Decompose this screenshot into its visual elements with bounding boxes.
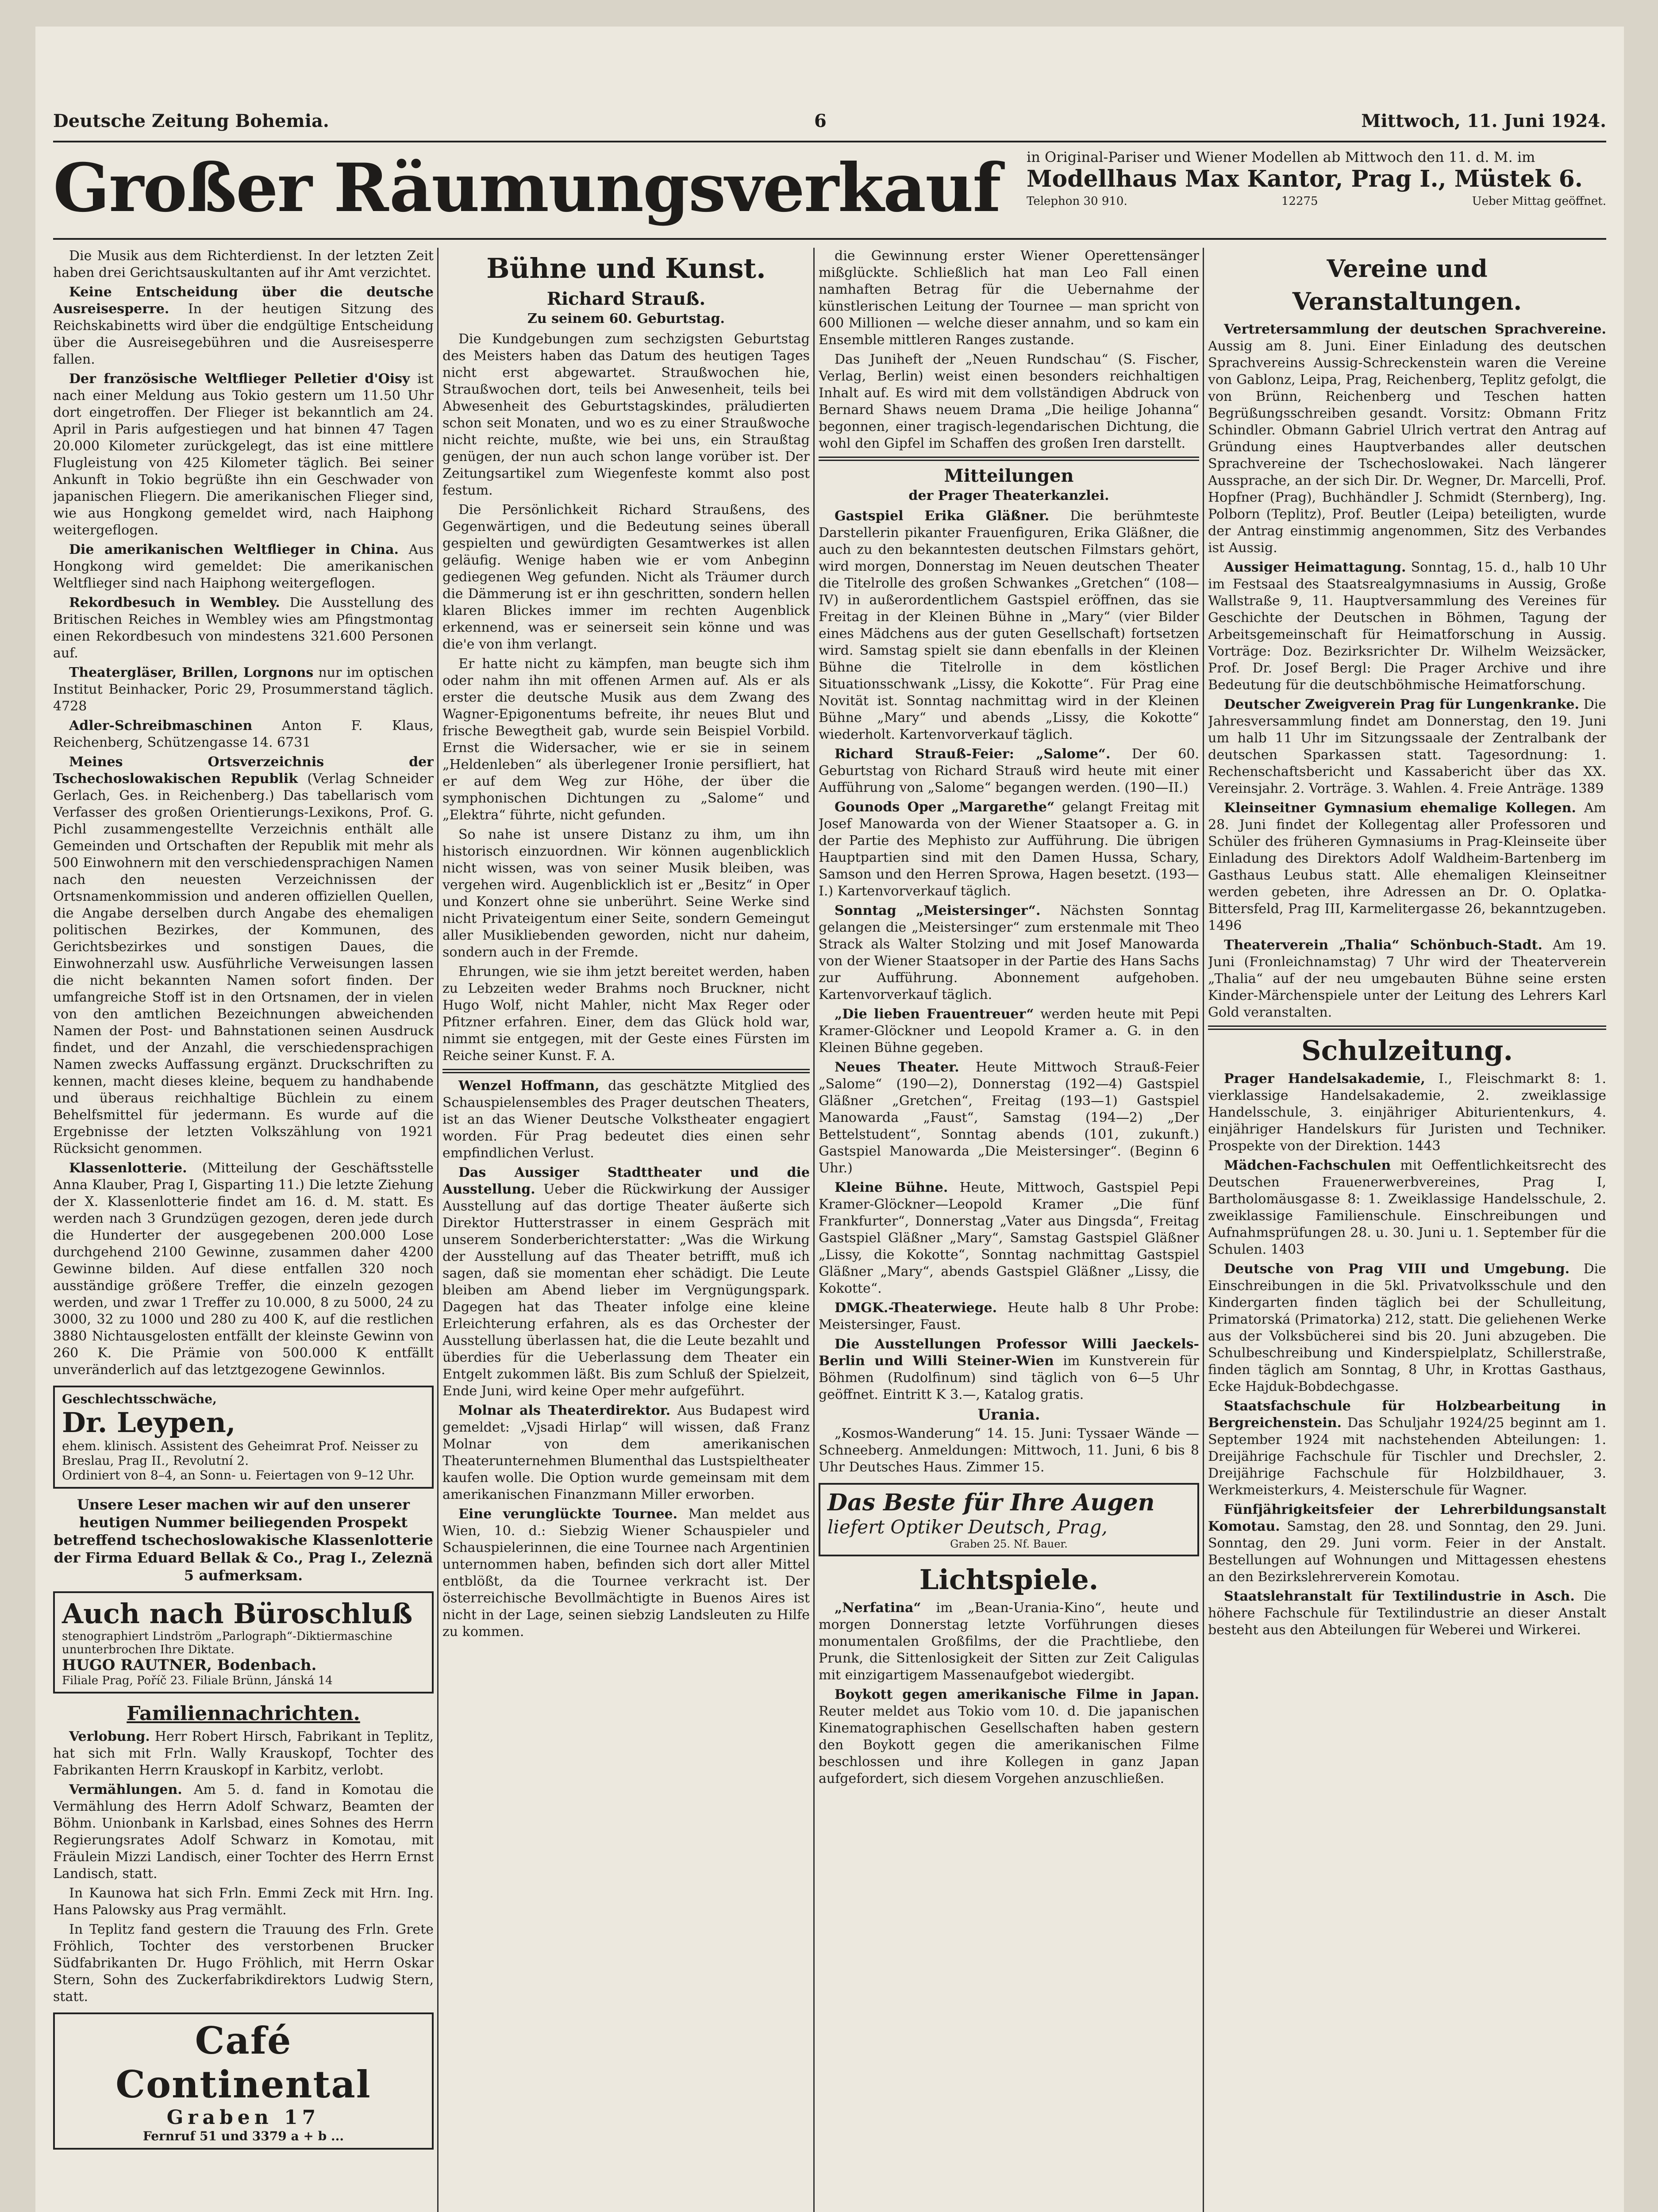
news-item: Meines Ortsverzeichnis der Tschechoslowakischen Republik (Verlag Schneider Gerlach, Ges. in Reichenberg.) Das tabellarisch vom Verfasser des großen Orientierungs-Lexikons, Prof. G. Pichl zusammengestellte Verzeichnis enthält alle Gemeinden und Ortschaften der Republik mit mehr als 500 Einwohnern mit den verschiedensprachigen Namen nach den neuesten Verzeichnissen der Ortsnamenkommission und anderen offiziellen Quellen, die Angabe derselben durch Angabe des ehemaligen politischen Bezirkes, der Kommunen, des Gerichtsbezirkes und sonstigen Daues, die Einwohnerzahl usw. Ausführliche Verweisungen lassen die nicht bekannten Namen sofort finden. Der umfangreiche Stoff ist in den Ortsnamen, der in vielen von den amtlichen Bezeichnungen abweichenden Namen der Post- und Bahnstationen seinen Ausdruck findet, und der Anzahl, die verschiedensprachigen Namen zwecks Auffassung ergänzt. Druckschriften zu kennen, macht dieses kleine, bequem zu handhabende und überaus reichhaltige Büchlein zu einem Behelfsmittel für jedermann. Es wurde auf die Ergebnisse der letzten Volkszählung von 1921 Rücksicht genommen.	[53, 754, 434, 1156]
column-rule-1	[437, 248, 439, 2212]
masthead-number: 12275	[1281, 195, 1318, 208]
section-heading-buehne: Bühne und Kunst.	[486, 252, 766, 284]
urania-heading: Urania.	[977, 1406, 1040, 1424]
cafe-phone: Fernruf 51 und 3379 a + b ...	[142, 2129, 344, 2143]
family-news-heading: Familiennachrichten.	[127, 1702, 360, 1725]
cafe-name: Café Continental	[115, 2019, 371, 2106]
article-paragraph: So nahe ist unsere Distanz zu ihm, um ihn historisch einzuordnen. Wir können augenblicklich nicht wissen, was von seiner Musik bleiben, was vergehen wird. Augenblicklich ist er „Besitz“ in Oper und Konzert ohne sie unberührt. Seine Werke sind nicht Privateigentum einer Seite, sondern Gemeingut aller Musikliebenden geworden, nicht nur daheim, sondern auch in der Fremde.	[442, 827, 810, 960]
column-rule-2	[813, 248, 815, 2212]
family-item: Verlobung. Herr Robert Hirsch, Fabrikant in Teplitz, hat sich mit Frln. Wally Krauskopf, Tochter des Fabrikanten Herrn Krauskopf in Karbitz, verlobt.	[53, 1729, 434, 1778]
news-item: Adler-Schreibmaschinen Anton F. Klaus, Reichenberg, Schützengasse 14. 6731	[53, 718, 434, 750]
header-newspaper-name: Deutsche Zeitung Bohemia.	[53, 111, 329, 131]
article-paragraph: Die Persönlichkeit Richard Straußens, des Gegenwärtigen, und die Bedeutung seines überall gespielten und gewürdigten Gesamtwerkes ist allen geläufig. Wenige haben wie er vom Anbeginn gediegenen Weg gefunden. Nicht als Träumer durch die Dämmerung ist er ihn geschritten, sondern hellen klaren Blickes immer im rechten Augenblick erkennend, was er seinerseit sein könne und was die'e von ihm verlangt.	[442, 502, 810, 652]
masthead-shop-name: Modellhaus Max Kantor, Prag I., Müstek 6.	[1027, 165, 1583, 192]
news-item: Rekordbesuch in Wembley. Die Ausstellung des Britischen Reiches in Wembley wies am Pfingstmontag einen Rekordbesuch von mindestens 321.600 Personen auf.	[53, 595, 434, 661]
news-item: Theaterverein „Thalia“ Schönbuch-Stadt. Am 19. Juni (Fronleichnamstag) 7 Uhr wird der Theaterverein „Thalia“ auf der neu umgebauten Bühne seine ersten Kinder-Märchenspiele unter der Leitung des Lehrers Karl Gold veranstalten.	[1208, 937, 1606, 1020]
optiker-title: Das Beste für Ihre Augen	[827, 1489, 1155, 1516]
newspaper-page	[35, 27, 1624, 2212]
header-date: Mittwoch, 11. Juni 1924.	[1361, 111, 1606, 131]
news-item: Klassenlotterie. (Mitteilung der Geschäftsstelle Anna Klauber, Prag I, Gisparting 11.) Die letzte Ziehung der X. Klassenlotterie findet am 16. d. M. statt. Es werden nach 3 Grundzügen gezogen, deren jede durch die Hunderter der ausgegebenen 200.000 Lose durchgehend 2100 Gewinne, zusammen daher 4200 Gewinne bilden. Auf diese entfallen 320 noch ausständige größere Treffer, die einzeln gezogen werden, und zwar 1 Treffer zu 10.000, 8 zu 5000, 24 zu 3000, 32 zu 1000 und 280 zu 400 K, auf die restlichen 3880 Nichtausgelosten entfällt der kleinste Gewinn von 260 K. Die Prämie von 500.000 K entfällt unveränderlich auf das letztgezogene Gewinnlos.	[53, 1160, 434, 1378]
advert-bueroschluss-title: Auch nach Büroschluß	[62, 1598, 413, 1630]
news-item: Boykott gegen amerikanische Filme in Japan. Reuter meldet aus Tokio vom 10. d. Die japanischen Kinematographischen Gesellschaften haben gestern den Boykott gegen die amerikanischen Filme beschlossen und ihre Kollegen in ganz Japan aufgefordert, sich diesem Vorgehen anzuschließen.	[819, 1687, 1199, 1786]
optiker-address: Graben 25. Nf. Bauer.	[950, 1538, 1068, 1550]
news-item: Gastspiel Erika Gläßner. Die berühmteste Darstellerin pikanter Frauenfiguren, Erika Gläßner, die auch zu den bekanntesten deutschen Filmstars gehört, wird morgen, Donnerstag im Neuen deutschen Theater die Titelrolle des großen Schwankes „Gretchen“ (108—IV) in außerordentlichem Gastspiel eröffnen, das sie Freitag in der Kleinen Bühne in „Mary“ (vier Bilder eines Mädchens aus der guten Gesellschaft) fortsetzen wird. Samstag spielt sie dann ebenfalls in der Kleinen Bühne die Titelrolle in dem köstlichen Situationsschwank „Lissy, die Kokotte“. Für Prag eine Novität ist. Sonntag nachmittag wird in der Kleinen Bühne „Mary“ und abends „Lissy, die Kokotte“ wiederholt. Kartenvorverkauf täglich.	[819, 508, 1199, 742]
masthead-footer	[1027, 192, 1606, 210]
news-item: Der französische Weltflieger Pelletier d'Oisy ist nach einer Meldung aus Tokio gestern um 11.50 Uhr dort eingetroffen. Der Flieger ist bekanntlich am 24. April in Paris aufgestiegen und hat binnen 47 Tagen 20.000 Kilometer zurückgelegt, das ist eine mittlere Flugleistung von 425 Kilometer täglich. Bei seiner Ankunft in Tokio begrüßte ihn ein Geschwader von japanischen Fliegern. Die amerikanischen Flieger sind, wie aus Hongkong gemeldet wird, nach Haiphong weitergeflogen.	[53, 371, 434, 538]
masthead-hours: Ueber Mittag geöffnet.	[1472, 195, 1606, 208]
masthead-rule	[53, 238, 1606, 240]
advert-leypen-line1: Geschlechtsschwäche,	[62, 1392, 217, 1406]
news-item: Eine verunglückte Tournee. Man meldet aus Wien, 10. d.: Siebzig Wiener Schauspieler und Schauspielerinnen, die eine Tournee nach Argentinien unternommen haben, befinden sich dort aller Mittel entblößt, da die Tournee verkracht ist. Der österreichische Bevollmächtigte in Buenos Aires ist nicht in der Lage, seinen siebzig Landsleuten zu Hilfe zu kommen.	[442, 1506, 810, 1640]
advert-leypen-line3: Ordiniert von 8–4, an Sonn- u. Feiertagen von 9–12 Uhr.	[62, 1468, 415, 1482]
reader-notice: Unsere Leser machen wir auf den unserer heutigen Nummer beiliegenden Prospekt betreffend tschechoslowakische Klassenlotterie der Firma Eduard Bellak & Co., Prag I., Zeleznä 5 aufmerksam.	[54, 1496, 433, 1584]
divider	[1208, 1025, 1606, 1030]
advert-leypen	[53, 1386, 434, 1489]
running-header	[53, 111, 1606, 137]
news-item: Molnar als Theaterdirektor. Aus Budapest wird gemeldet: „Vjsadi Hirlap“ will wissen, daß Franz Molnar von dem amerikanischen Theaterunternehmen Blumenthal das Lustspieltheater kaufen wolle. Die Option wurde gemeinsam mit dem amerikanischen Finanzmann Miller erworben.	[442, 1403, 810, 1502]
news-item: Kleine Bühne. Heute, Mittwoch, Gastspiel Pepi Kramer-Glöckner—Leopold Kramer „Die fünf Frankfurter“, Donnerstag „Vater aus Dingsda“, Freitag Gastspiel Gläßner „Mary“, Samstag Gastspiel Gläßner „Lissy, die Kokotte“, Sonntag nachmittag Gastspiel Gläßner „Mary“, abends Gastspiel Gläßner „Lissy, die Kokotte“.	[819, 1180, 1199, 1296]
mitteilungen-subheading: der Prager Theaterkanzlei.	[908, 488, 1109, 503]
school-item: Staatslehranstalt für Textilindustrie in Asch. Die höhere Fachschule für Textilindustrie an dieser Anstalt besteht aus den Abteilungen für Weberei und Wirkerei.	[1208, 1589, 1606, 1638]
column-rule-3	[1203, 248, 1204, 2212]
advert-leypen-line2: ehem. klinisch. Assistent des Geheimrat Prof. Neisser zu Breslau, Prag II., Revolutní 2.	[62, 1439, 419, 1468]
article-paragraph: Er hatte nicht zu kämpfen, man beugte sich ihm oder nahm ihn mit offenen Armen auf. Als er als erster die deutsche Musik aus dem Zwang des Wagner-Epigonentums befreite, ihr neues Blut und frische Bewegtheit gab, wurde sein Beispiel Vorbild. Ernst die Widersacher, wie er sie in seinem „Heldenleben“ als überlegener Ironie persifliert, hat er auf dem Weg zur Höhe, der über die symphonischen Dichtungen zu „Salome“ und „Elektra“ führte, nicht gefunden.	[442, 656, 810, 823]
article-subtitle: Zu seinem 60. Geburtstag.	[527, 311, 725, 326]
advert-bueroschluss	[53, 1591, 434, 1694]
divider	[819, 457, 1199, 461]
news-item: Theatergläser, Brillen, Lorgnons nur im optischen Institut Beinhacker, Poric 29, Prosummerstand täglich. 4728	[53, 665, 434, 714]
news-item: Gounods Oper „Margarethe“ gelangt Freitag mit Josef Manowarda von der Wiener Staatsoper a. G. in der Partie des Mephisto zur Aufführung. Die übrigen Hauptpartien sind mit den Damen Hussa, Schary, Samson und den Herren Sprowa, Hagen besetzt. (193—I.) Kartenvorverkauf täglich.	[819, 799, 1199, 899]
advert-optiker	[819, 1483, 1199, 1556]
news-item: Sonntag „Meistersinger“. Nächsten Sonntag gelangen die „Meistersinger“ zum erstenmale mit Theo Strack als Walter Stolzing und mit Josef Manowarda von der Wiener Staatsoper in der Partie des Hans Sachs zur Aufführung. Abonnement aufgehoben. Kartenvorverkauf täglich.	[819, 903, 1199, 1002]
masthead-advert-title: Großer Räumungsverkauf	[53, 149, 1000, 227]
news-item: Kleinseitner Gymnasium ehemalige Kollegen. Am 28. Juni findet der Kollegentag aller Professoren und Schüler des früheren Gymnasiums in Prag-Kleinseite über Einladung des Direktors Adolf Waldheim-Bartenberg im Gasthaus Leubus statt. Alle ehemaligen Kleinseitner werden gebeten, ihre Adressen an Dr. O. Oplatka-Bittersfeld, Prag III, Karmelitergasse 26, bekanntzugeben. 1496	[1208, 800, 1606, 933]
family-item: Vermählungen. Am 5. d. fand in Komotau die Vermählung des Herrn Adolf Schwarz, Beamten der Böhm. Unionbank in Karlsbad, eines Sohnes des Herrn Regierungsrates Adolf Schwarz in Komotau, mit Fräulein Mizzi Landisch, einer Tochter des Herrn Ernst Landisch, statt.	[53, 1782, 434, 1882]
divider	[442, 1069, 810, 1073]
family-item: In Kaunowa hat sich Frln. Emmi Zeck mit Hrn. Ing. Hans Palowsky aus Prag vermählt.	[53, 1886, 434, 1918]
school-heading: Schulzeitung.	[1301, 1034, 1513, 1067]
news-item: „Die lieben Frauentreuer“ werden heute mit Pepi Kramer-Glöckner und Leopold Kramer a. G. in den Kleinen Bühne gegeben.	[819, 1006, 1199, 1056]
news-item: Das Aussiger Stadttheater und die Ausstellung. Ueber die Rückwirkung der Aussiger Ausstellung auf das dortige Theater äußerte sich Direktor Hutterstrasser in einem Gespräch mit unserem Sonderberichterstatter: „Was die Wirkung der Ausstellung auf das Theater betrifft, muß ich sagen, daß sie momentan eher schädigt. Die Leute bleiben am Abend lieber im Vergnügungspark. Dagegen hat das Theater infolge eine kleine Erleichterung erfahren, als es das Orchester der Ausstellung überlassen hat, die die Leute bezahlt und überdies für die Ueberlassung dem Theater ein Entgelt zukommen läßt. Bis zum Schluß der Spielzeit, Ende Juni, wird keine Oper mehr aufgeführt.	[442, 1165, 810, 1399]
optiker-name: liefert Optiker Deutsch, Prag,	[827, 1516, 1108, 1538]
news-item: Die Musik aus dem Richterdienst. In der letzten Zeit haben drei Gerichtsauskultanten auf ihr Amt verzichtet.	[53, 248, 434, 280]
news-item: DMGK.-Theaterwiege. Heute halb 8 Uhr Probe: Meistersinger, Faust.	[819, 1300, 1199, 1333]
article-paragraph: Die Kundgebungen zum sechzigsten Geburtstag des Meisters haben das Datum des heutigen Tages nicht erst abgewartet. Straußwochen hie, Straußwochen dort, teils bei Anwesenheit, teils bei Abwesenheit des Geburtstagskindes, präludierten schon seit Monaten, und wo es zu einer Straußwoche nicht reichte, mußte, wie bei uns, ein Straußtag genügen, der nun auch schon lange vorüber ist. Der Zeitungsartikel zum Wiegenfeste kommt also post festum.	[442, 331, 810, 498]
news-item: Neues Theater. Heute Mittwoch Strauß-Feier „Salome“ (190—2), Donnerstag (192—4) Gastspiel Gläßner „Gretchen“, Freitag (193—1) Gastspiel Manowarda „Faust“, Samstag (194—2) „Der Bettelstudent“, Sonntag abends (101, zukunft.) Gastspiel Manowarda „Die Meistersinger“. (Beginn 6 Uhr.)	[819, 1060, 1199, 1176]
news-item: Die amerikanischen Weltflieger in China. Aus Hongkong wird gemeldet: Die amerikanischen Weltflieger sind nach Haiphong weitergeflogen.	[53, 542, 434, 591]
article-paragraph: die Gewinnung erster Wiener Operettensänger mißglückte. Schließlich hat man Leo Fall einen namhaften Betrag für die Uebernahme der künstlerischen Leitung der Tournee — man spricht von 600 Millionen — welche dieser annahm, und so kam ein Ensemble mittleren Ranges zustande.	[819, 248, 1199, 348]
news-item: Wenzel Hoffmann, das geschätzte Mitglied des Schauspielensembles des Prager deutschen Theaters, ist an das Wiener Deutsche Volkstheater engagiert worden. Für Prag bedeutet dies einen sehr empfindlichen Verlust.	[442, 1078, 810, 1161]
cafe-street: Graben 17	[166, 2106, 320, 2129]
school-item: Staatsfachschule für Holzbearbeitung in Bergreichenstein. Das Schuljahr 1924/25 beginnt am 1. September 1924 mit nachstehenden Abteilungen: 1. Dreijährige Fachschule für Tischler und Drechsler, 2. Dreijährige Fachschule für Holzbildhauer, 3. Werkmeisterkurs, 4. Meisterschule für Wagner.	[1208, 1398, 1606, 1498]
school-item: Deutsche von Prag VIII und Umgebung. Die Einschreibungen in die 5kl. Privatvolksschule und den Kindergarten finden täglich bei der Schulleitung, Primatorská (Primatorka) 212, statt. Die geliehenen Werke aus der Volksbücherei sind bis 20. Juni abzugeben. Die Schulbeschreibung und Kinderspielplatz, Schillerstraße, finden täglich am Sonntag, 8 Uhr, in Krottas Gasthaus, Ecke Hajduk-Bobdechgasse.	[1208, 1261, 1606, 1394]
lichtspiele-heading: Lichtspiele.	[919, 1563, 1099, 1596]
news-item: Richard Strauß-Feier: „Salome“. Der 60. Geburtstag von Richard Strauß wird heute mit einer Aufführung von „Salome“ begangen werden. (190—II.)	[819, 746, 1199, 795]
news-item: Deutscher Zweigverein Prag für Lungenkranke. Die Jahresversammlung findet am Donnerstag, den 19. Juni um halb 11 Uhr im Sitzungssaale der Zentralbank der deutschen Sparkassen statt. Tagesordnung: 1. Rechenschaftsbericht und Kassabericht über das XX. Vereinsjahr. 2. Vorträge. 3. Wahlen. 4. Freie Anträge. 1389	[1208, 697, 1606, 796]
column-2	[442, 248, 810, 2212]
family-item: In Teplitz fand gestern die Trauung des Frln. Grete Fröhlich, Tochter des verstorbenen Brucker Südfabrikanten Dr. Hugo Fröhlich, mit Herrn Oskar Stern, Sohn des Zuckerfabrikdirektors Ludwig Stern, statt.	[53, 1922, 434, 2005]
article-title: Richard Strauß.	[546, 288, 706, 309]
advert-bueroschluss-line2: HUGO RAUTNER, Bodenbach.	[62, 1656, 317, 1674]
advert-cafe-continental	[53, 2012, 434, 2150]
school-item: Mädchen-Fachschulen mit Oeffentlichkeitsrecht des Deutschen Frauenerwerbvereines, Prag I, Bartholomäusgasse 8: 1. Zweiklassige Handelsschule, 2. zweiklassige Familienschule. Einschreibungen und Aufnahmsprüfungen 28. u. 30. Juni u. 1. September für die Schulen. 1403	[1208, 1158, 1606, 1257]
masthead-line1: in Original-Pariser und Wiener Modellen ab Mittwoch den 11. d. M. im	[1027, 149, 1535, 165]
news-item: Die Ausstellungen Professor Willi Jaeckels-Berlin und Willi Steiner-Wien im Kunstverein für Böhmen (Rudolfinum) sind täglich von 6—5 Uhr geöffnet. Eintritt K 3.—, Katalog gratis.	[819, 1336, 1199, 1402]
article-paragraph: Das Juniheft der „Neuen Rundschau“ (S. Fischer, Verlag, Berlin) weist einen besonders reichhaltigen Inhalt auf. Es wird mit dem vollständigen Abdruck von Bernard Shaws neuem Drama „Die heilige Johanna“ begonnen, einer tragisch-legendarischen Dichtung, die wohl den Gipfel im Schaffen des großen Iren darstellt.	[819, 352, 1199, 451]
mitteilungen-heading: Mitteilungen	[944, 465, 1074, 486]
masthead-phone: Telephon 30 910.	[1027, 195, 1127, 208]
news-item: Aussiger Heimattagung. Sonntag, 15. d., halb 10 Uhr im Festsaal des Staatsrealgymnasiums in Aussig, Große Wallstraße 9, 11. Hauptversammlung des Vereines für Geschichte der Deutschen in Böhmen, Tagung der Arbeitsgemeinschaft für Heimatforschung in Aussig. Vorträge: Doz. Bezirksrichter Dr. Wilhelm Weizsäcker, Prof. Dr. Josef Bergl: Die Prager Archive und ihre Bedeutung für die deutschböhmische Heimatforschung.	[1208, 560, 1606, 693]
news-item: Vertretersammlung der deutschen Sprachvereine. Aussig am 8. Juni. Einer Einladung des deutschen Sprachvereins Aussig-Schreckenstein waren die Vereine von Gablonz, Leipa, Prag, Reichenberg, Teplitz gefolgt, die von Brünn, Reichenberg und Teschen hatten Begrüßungsschreiben gesandt. Vorsitz: Obmann Fritz Schindler. Obmann Gabriel Ulrich vertrat den Antrag auf Gründung eines Hauptverbandes aller deutschen Sprachvereine der Tschechoslowakei. Nach längerer Aussprache, an der sich Dir. Dr. Wegner, Dr. Marcelli, Prof. Hopfner (Prag), Buchhändler J. Schmidt (Sternberg), Ing. Polborn (Teplitz), Prof. Beutler (Leipa) beteiligten, wurde der Antrag einstimmig angenommen, Sitz des Verbandes ist Aussig.	[1208, 322, 1606, 556]
article-paragraph: Ehrungen, wie sie ihm jetzt bereitet werden, haben zu Lebzeiten weder Brahms noch Bruckner, nicht Hugo Wolf, nicht Mahler, nicht Max Reger oder Pfitzner erfahren. Einer, dem das Glück hold war, nimmt sie entgegen, mit der Geste eines Fürsten im Reiche seiner Kunst. F. A.	[442, 964, 810, 1064]
advert-leypen-name: Dr. Leypen,	[62, 1406, 236, 1439]
news-item: Keine Entscheidung über die deutsche Ausreisesperre. In der heutigen Sitzung des Reichskabinetts wird über die endgültige Entscheidung über die Ausreisegebühren und die Ausreisesperre fallen.	[53, 284, 434, 367]
section-heading-vereine: Vereine und Veranstaltungen.	[1292, 254, 1522, 315]
advert-bueroschluss-line3: Filiale Prag, Poříč 23. Filiale Brünn, Jánská 14	[62, 1674, 333, 1687]
header-page-number: 6	[814, 111, 827, 131]
school-item: Fünfjährigkeitsfeier der Lehrerbildungsanstalt Komotau. Samstag, den 28. und Sonntag, den 29. Juni. Sonntag, den 29. Juni vorm. Feier in der Anstalt. Bestellungen auf Wohnungen und Mittagessen ehestens an den Bezirkslehrerverein Komotau.	[1208, 1502, 1606, 1585]
urania-text: „Kosmos-Wanderung“ 14. 15. Juni: Tyssaer Wände — Schneeberg. Anmeldungen: Mittwoch, 11. Juni, 6 bis 8 Uhr Deutsches Haus. Zimmer 15.	[819, 1426, 1199, 1475]
advert-bueroschluss-line1: stenographiert Lindström „Parlograph“-Diktiermaschine ununterbrochen Ihre Diktate.	[62, 1630, 392, 1656]
news-item: „Nerfatina“ im „Bean-Urania-Kino“, heute und morgen Donnerstag letzte Vorführungen dieses monumentalen Großfilms, der die Prachtliebe, den Prunk, die Sittenlosigkeit der Sitten zur Zeit Caligulas mit einzigartigem Massenaufgebot wiedergibt.	[819, 1600, 1199, 1683]
column-4	[1208, 248, 1606, 2212]
column-3	[819, 248, 1199, 2212]
school-item: Prager Handelsakademie, I., Fleischmarkt 8: 1. vierklassige Handelsakademie, 2. zweiklassige Handelsschule, 3. einjähriger Abiturientenkurs, 4. einjähriger Handelskurs für Juristen und Techniker. Prospekte von der Direktion. 1443	[1208, 1071, 1606, 1154]
header-rule	[53, 141, 1606, 142]
masthead-advert-details	[1027, 148, 1606, 210]
column-1	[53, 248, 434, 2212]
